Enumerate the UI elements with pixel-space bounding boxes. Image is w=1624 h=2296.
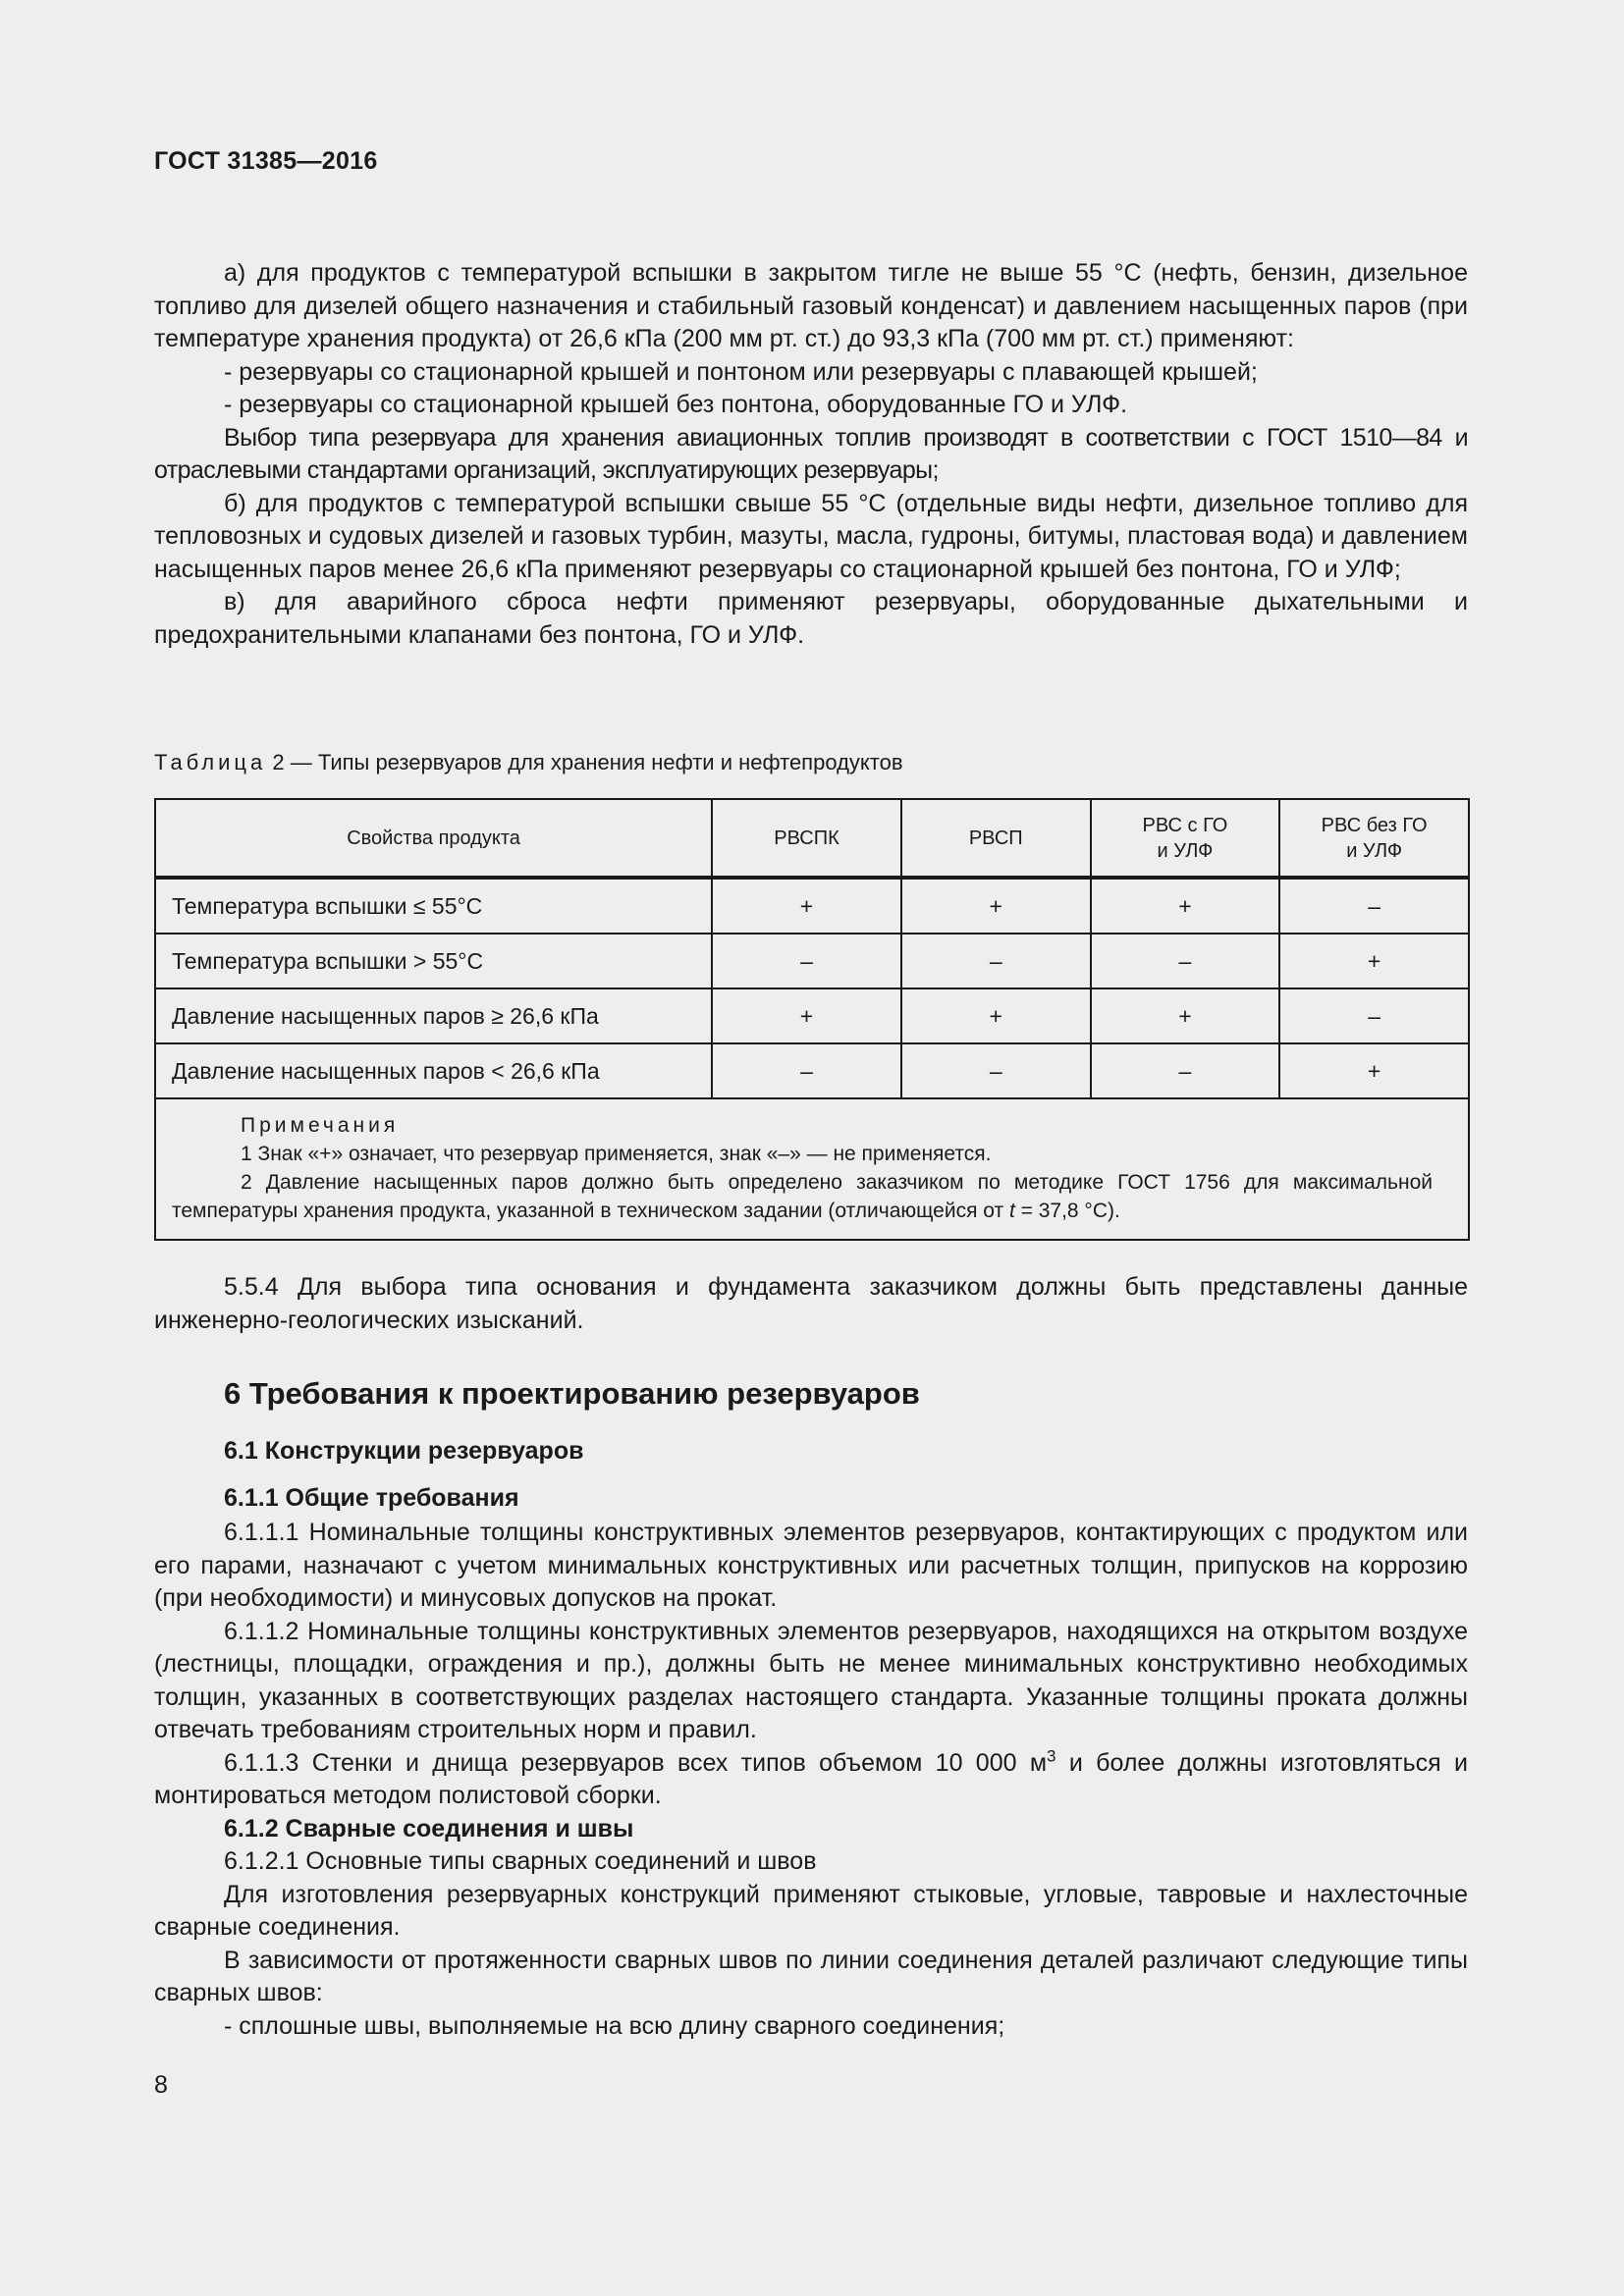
header-cell: РВСПК bbox=[712, 799, 901, 878]
value-cell: + bbox=[901, 878, 1091, 934]
table-caption bbox=[154, 750, 903, 775]
note-2 bbox=[172, 1168, 1433, 1225]
paragraph-weld-1: Для изготовления резервуарных конструкций применяют стыковые, угловые, тавровые и нахлесточные сварные соединения. bbox=[154, 1880, 1468, 1941]
table-row bbox=[155, 1043, 1469, 1098]
note-1: 1 Знак «+» означает, что резервуар применяется, знак «–» — не применяется. bbox=[241, 1143, 992, 1165]
superscript: 3 bbox=[1047, 1746, 1056, 1766]
section-6-text-block bbox=[154, 1517, 1468, 2043]
paragraph-6-1-1-3-end: и более должны изготовляться и монтироваться методом полистовой сборки. bbox=[154, 1748, 1468, 1809]
value-cell: + bbox=[1279, 1043, 1469, 1098]
header-line: РВС с ГО bbox=[1142, 814, 1228, 836]
paragraph-c: в) для аварийного сброса нефти применяют резервуары, оборудованные дыхательными и предохранительными клапанами без понтона, ГО и УЛФ. bbox=[154, 588, 1468, 649]
subsection-6-1-2-title: 6.1.2 Сварные соединения и швы bbox=[224, 1814, 634, 1842]
table-row bbox=[155, 878, 1469, 934]
list-item: - резервуары со стационарной крышей и понтоном или резервуары с плавающей крышей; bbox=[224, 357, 1258, 386]
paragraph-6-1-2-1: 6.1.2.1 Основные типы сварных соединений и швов bbox=[224, 1847, 817, 1875]
subsection-6-1-title: 6.1 Конструкции резервуаров bbox=[224, 1437, 584, 1465]
table-notes-row bbox=[155, 1098, 1469, 1240]
notes-heading: Примечания bbox=[241, 1114, 400, 1137]
value-cell: + bbox=[1091, 878, 1280, 934]
header-cell bbox=[1279, 799, 1469, 878]
paragraph-6-1-1-2: 6.1.1.2 Номинальные толщины конструктивных элементов резервуаров, находящихся на открытом воздухе (лестницы, площадки, ограждения и пр.), должны быть не менее минимальных конструктивно необходимых толщин, указанных в соответствующих разделах настоящего стандарта. Указанные толщины проката должны отвечать требованиям строительных норм и правил. bbox=[154, 1617, 1468, 1743]
value-cell: + bbox=[901, 988, 1091, 1043]
table-caption-text: 2 — Типы резервуаров для хранения нефти и нефтепродуктов bbox=[272, 750, 903, 774]
list-item: - сплошные швы, выполняемые на всю длину сварного соединения; bbox=[224, 2011, 1005, 2040]
property-cell: Давление насыщенных паров ≥ 26,6 кПа bbox=[155, 988, 712, 1043]
tank-types-table bbox=[154, 798, 1470, 1241]
value-cell: – bbox=[712, 1043, 901, 1098]
paragraph-6-1-1-3 bbox=[154, 1747, 1468, 1813]
property-cell: Температура вспышки > 55°С bbox=[155, 934, 712, 988]
value-cell: + bbox=[712, 878, 901, 934]
header-cell bbox=[1091, 799, 1280, 878]
intro-text-block bbox=[154, 257, 1468, 652]
value-cell: – bbox=[901, 934, 1091, 988]
note-2-variable: t bbox=[1008, 1200, 1015, 1222]
table-row bbox=[155, 934, 1469, 988]
note-2-text: 2 Давление насыщенных паров должно быть определено заказчиком по методике ГОСТ 1756 для максимальной температуры хранения продукта, указанной в техническом задании (отличающейся от bbox=[172, 1171, 1433, 1222]
property-cell: Давление насыщенных паров < 26,6 кПа bbox=[155, 1043, 712, 1098]
value-cell: – bbox=[1091, 1043, 1280, 1098]
value-cell: + bbox=[1279, 934, 1469, 988]
paragraph-554: 5.5.4 Для выбора типа основания и фундамента заказчиком должны быть представлены данные инженерно-геологических изысканий. bbox=[154, 1273, 1468, 1334]
list-item: - резервуары со стационарной крышей без понтона, оборудованные ГО и УЛФ. bbox=[224, 391, 1128, 418]
paragraph-a: а) для продуктов с температурой вспышки в закрытом тигле не выше 55 °С (нефть, бензин, дизельное топливо для дизелей общего назначения и стабильный газовый конденсат) и давлением насыщенных паров (при температуре хранения продукта) от 26,6 кПа (200 мм рт. ст.) до 93,3 кПа (700 мм рт. ст.) применяют: bbox=[154, 259, 1468, 352]
header-cell: Свойства продукта bbox=[155, 799, 712, 878]
value-cell: + bbox=[712, 988, 901, 1043]
page-number: 8 bbox=[154, 2071, 168, 2099]
value-cell: – bbox=[712, 934, 901, 988]
value-cell: – bbox=[901, 1043, 1091, 1098]
section-6-title: 6 Требования к проектированию резервуаров bbox=[224, 1376, 920, 1411]
header-line: и УЛФ bbox=[1346, 839, 1403, 862]
value-cell: – bbox=[1091, 934, 1280, 988]
paragraph-6-1-1-3-text: 6.1.1.3 Стенки и днища резервуаров всех типов объемом 10 000 м bbox=[224, 1748, 1048, 1777]
property-cell: Температура вспышки ≤ 55°С bbox=[155, 878, 712, 934]
clause-554 bbox=[154, 1271, 1468, 1337]
paragraph-b: б) для продуктов с температурой вспышки свыше 55 °С (отдельные виды нефти, дизельное топливо для тепловозных и судовых дизелей и газовых турбин, мазуты, масла, гудроны, битумы, пластовая вода) и давлением насыщенных паров менее 26,6 кПа применяют резервуары со стационарной крышей без понтона, ГО и УЛФ; bbox=[154, 489, 1468, 583]
header-line: и УЛФ bbox=[1157, 839, 1214, 862]
aviation-fuel-paragraph: Выбор типа резервуара для хранения авиационных топлив производят в соответствии с ГОСТ 1510—84 и отраслевыми стандартами организаций, эксплуатирующих резервуары; bbox=[154, 423, 1468, 484]
table-row bbox=[155, 988, 1469, 1043]
note-2-end: = 37,8 °С). bbox=[1014, 1200, 1120, 1222]
paragraph-weld-2: В зависимости от протяженности сварных швов по линии соединения деталей различают следующие типы сварных швов: bbox=[154, 1946, 1468, 2006]
header-cell: РВСП bbox=[901, 799, 1091, 878]
table-caption-label: Таблица bbox=[154, 750, 267, 774]
table-header-row bbox=[155, 799, 1469, 878]
value-cell: – bbox=[1279, 878, 1469, 934]
header-line: РВС без ГО bbox=[1321, 814, 1428, 836]
table-notes bbox=[155, 1098, 1469, 1240]
paragraph-6-1-1-1: 6.1.1.1 Номинальные толщины конструктивных элементов резервуаров, контактирующих с продуктом или его парами, назначают с учетом минимальных конструктивных или расчетных толщин, припусков на коррозию (при необходимости) и минусовых допусков на прокат. bbox=[154, 1519, 1468, 1612]
document-header: ГОСТ 31385—2016 bbox=[154, 147, 378, 175]
value-cell: + bbox=[1091, 988, 1280, 1043]
value-cell: – bbox=[1279, 988, 1469, 1043]
subsection-6-1-1-title: 6.1.1 Общие требования bbox=[224, 1484, 519, 1512]
